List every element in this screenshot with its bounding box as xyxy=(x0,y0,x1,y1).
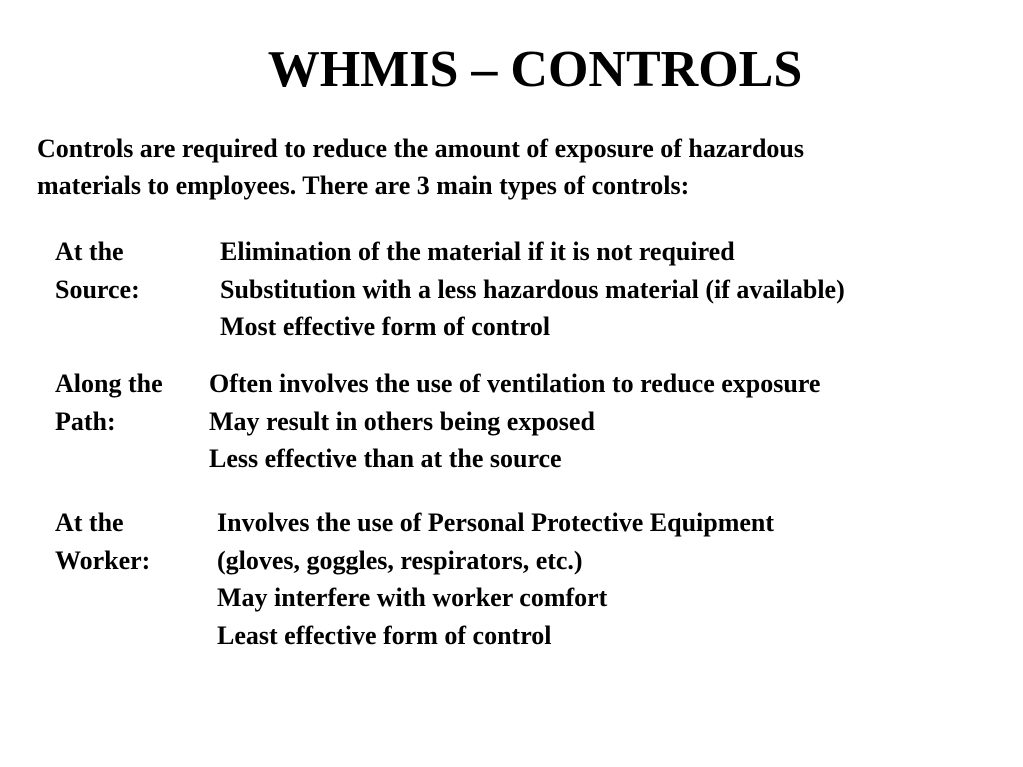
intro-paragraph xyxy=(37,130,997,204)
section-item: May interfere with worker comfort xyxy=(217,583,608,612)
section-item: Involves the use of Personal Protective Equipment xyxy=(217,508,775,537)
section-item: Substitution with a less hazardous material (if available) xyxy=(220,274,845,304)
section-label-line: At the xyxy=(55,508,124,537)
section-items xyxy=(220,233,845,346)
section-item: Least effective form of control xyxy=(217,620,552,650)
section-item: (gloves, goggles, respirators, etc.) xyxy=(217,545,583,575)
section-label-line: Along the xyxy=(55,369,163,398)
section-items xyxy=(217,504,774,654)
section-label-line: At the xyxy=(55,237,124,266)
section-item: Less effective than at the source xyxy=(209,444,562,473)
section-label-line: Source: xyxy=(55,274,140,304)
intro-line: materials to employees. There are 3 main types of controls: xyxy=(37,171,690,200)
section-item: Elimination of the material if it is not required xyxy=(220,237,735,266)
section-label-line: Worker: xyxy=(55,545,151,575)
section-item: May result in others being exposed xyxy=(209,406,595,436)
section-label-line: Path: xyxy=(55,406,116,436)
section-label xyxy=(55,504,150,579)
section-item: Often involves the use of ventilation to reduce exposure xyxy=(209,369,821,398)
slide-title: WHMIS – CONTROLS xyxy=(267,41,803,98)
section-items xyxy=(209,365,820,478)
section-label xyxy=(55,233,140,308)
intro-line: Controls are required to reduce the amount of exposure of hazardous xyxy=(37,134,804,163)
section-label xyxy=(55,365,163,440)
section-item: Most effective form of control xyxy=(220,312,551,341)
